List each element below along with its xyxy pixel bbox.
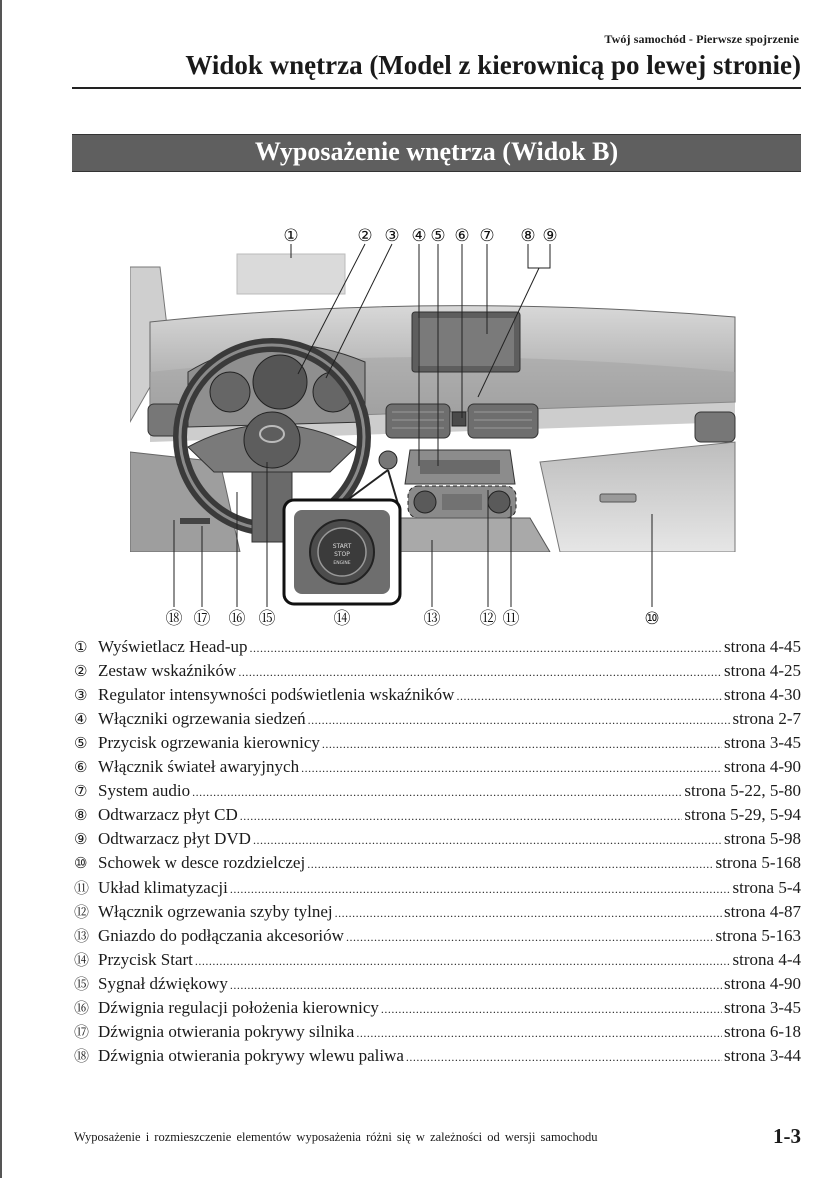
item-label: Wyświetlacz Head-up: [98, 637, 248, 656]
item-number: ⑭: [74, 951, 90, 969]
list-item: [74, 637, 801, 661]
item-label: Odtwarzacz płyt DVD: [98, 829, 251, 848]
item-label: Włącznik ogrzewania szyby tylnej: [98, 902, 333, 921]
section-header: [72, 134, 801, 172]
callout-14: ⑭: [333, 609, 351, 629]
callout-4: ④: [411, 226, 427, 246]
item-page-ref: strona 2-7: [732, 709, 801, 728]
list-item: [74, 781, 801, 805]
list-item: [74, 805, 801, 829]
item-page-ref: strona 3-45: [724, 733, 801, 752]
item-page-ref: strona 4-90: [724, 974, 801, 993]
item-page-ref: strona 5-29, 5-94: [684, 805, 801, 824]
item-label: Włącznik świateł awaryjnych: [98, 757, 300, 776]
engine-label: ENGINE: [333, 561, 351, 566]
item-number: ⑧: [74, 806, 88, 824]
list-item: [74, 829, 801, 853]
item-page-ref: strona 5-98: [724, 829, 801, 848]
item-number: ④: [74, 710, 88, 728]
list-item: [74, 901, 801, 925]
callout-5: ⑤: [430, 226, 446, 246]
item-label: Układ klimatyzacji: [98, 878, 228, 897]
item-label: Przycisk Start: [98, 950, 193, 969]
list-item: [74, 997, 801, 1021]
leader-dots: [346, 930, 714, 945]
callout-8: ⑧: [520, 226, 536, 246]
callout-7: ⑦: [479, 226, 495, 246]
item-label: Dźwignia otwierania pokrywy silnika: [98, 1022, 355, 1041]
interior-illustration: [130, 222, 745, 632]
list-item: [74, 661, 801, 685]
item-page-ref: strona 5-22, 5-80: [684, 781, 801, 800]
list-item: [74, 685, 801, 709]
legend-list: [74, 637, 801, 1069]
item-page-ref: strona 4-30: [724, 685, 801, 704]
list-item: [74, 973, 801, 997]
breadcrumb: Twój samochód - Pierwsze spojrzenie: [604, 32, 799, 46]
list-item: [74, 877, 801, 901]
page-title: Widok wnętrza (Model z kierownicą po lewej stronie): [185, 50, 801, 80]
leader-dots: [356, 1026, 722, 1041]
item-number: ⑤: [74, 734, 88, 752]
dashboard-scene: [130, 267, 735, 552]
item-label: Gniazdo do podłączania akcesoriów: [98, 926, 344, 945]
leader-dots: [381, 1002, 722, 1017]
item-label: Sygnał dźwiękowy: [98, 974, 228, 993]
callout-11: ⑪: [502, 609, 520, 629]
item-number: ⑯: [74, 999, 90, 1017]
callout-9: ⑨: [542, 226, 558, 246]
callout-6: ⑥: [454, 226, 470, 246]
item-number: ⑱: [74, 1047, 90, 1065]
list-item: [74, 1021, 801, 1045]
callout-18: ⑱: [165, 609, 183, 629]
item-page-ref: strona 4-45: [724, 637, 801, 656]
item-number: ⑫: [74, 903, 90, 921]
item-number: ⑪: [74, 879, 90, 897]
item-page-ref: strona 3-44: [724, 1046, 801, 1065]
page-binding-edge: [0, 0, 2, 1178]
leader-dots: [230, 978, 722, 993]
item-number: ⑥: [74, 758, 88, 776]
leader-dots: [250, 641, 722, 656]
item-label: Schowek w desce rozdzielczej: [98, 853, 306, 872]
leader-dots: [301, 761, 722, 776]
item-label: Odtwarzacz płyt CD: [98, 805, 238, 824]
leader-dots: [240, 809, 683, 824]
leader-dots: [253, 833, 722, 848]
item-number: ⑰: [74, 1023, 90, 1041]
head-up-display-panel: [237, 254, 345, 294]
page-number: 1-3: [773, 1124, 801, 1148]
leader-dots: [308, 713, 731, 728]
item-page-ref: strona 6-18: [724, 1022, 801, 1041]
list-item: [74, 757, 801, 781]
callout-3: ③: [384, 226, 400, 246]
leader-dots: [238, 665, 722, 680]
item-page-ref: strona 4-87: [724, 902, 801, 921]
section-title: Wyposażenie wnętrza (Widok B): [254, 137, 619, 166]
leader-dots: [230, 882, 731, 897]
item-number: ③: [74, 686, 88, 704]
list-item: [74, 733, 801, 757]
item-label: Przycisk ogrzewania kierownicy: [98, 733, 320, 752]
item-page-ref: strona 4-4: [732, 950, 801, 969]
item-page-ref: strona 4-90: [724, 757, 801, 776]
leader-dots: [456, 689, 722, 704]
item-label: Dźwignia regulacji położenia kierownicy: [98, 998, 379, 1017]
item-label: Włączniki ogrzewania siedzeń: [98, 709, 306, 728]
leader-dots: [335, 906, 722, 921]
callout-1: ①: [283, 226, 299, 246]
list-item: [74, 1045, 801, 1069]
leader-dots: [307, 857, 713, 872]
callout-13: ⑬: [423, 609, 441, 629]
item-page-ref: strona 5-168: [715, 853, 801, 872]
start-label: START: [332, 543, 352, 550]
item-number: ⑮: [74, 975, 90, 993]
leader-dots: [322, 737, 722, 752]
callout-16: ⑯: [228, 609, 246, 629]
leader-dots: [195, 954, 731, 969]
title-divider: [72, 87, 801, 89]
item-number: ②: [74, 662, 88, 680]
item-page-ref: strona 5-163: [715, 926, 801, 945]
item-label: System audio: [98, 781, 191, 800]
list-item: [74, 709, 801, 733]
item-number: ①: [74, 638, 88, 656]
item-page-ref: strona 4-25: [724, 661, 801, 680]
item-label: Dźwignia otwierania pokrywy wlewu paliwa: [98, 1046, 404, 1065]
item-page-ref: strona 3-45: [724, 998, 801, 1017]
item-page-ref: strona 5-4: [732, 878, 801, 897]
list-item: [74, 853, 801, 877]
footer-note: Wyposażenie i rozmieszczenie elementów wyposażenia różni się w zależności od wersji samochodu: [74, 1130, 598, 1144]
leader-dots: [192, 785, 682, 800]
callout-12: ⑫: [479, 609, 497, 629]
item-number: ⑨: [74, 830, 88, 848]
list-item: [74, 949, 801, 973]
item-label: Regulator intensywności podświetlenia wskaźników: [98, 685, 455, 704]
leader-dots: [406, 1050, 722, 1065]
callout-2: ②: [357, 226, 373, 246]
callout-17: ⑰: [193, 609, 211, 629]
item-label: Zestaw wskaźników: [98, 661, 237, 680]
callout-15: ⑮: [258, 609, 276, 629]
list-item: [74, 925, 801, 949]
item-number: ⑦: [74, 782, 88, 800]
item-number: ⑩: [74, 854, 88, 872]
callout-10: ⑩: [644, 609, 660, 629]
stop-label: STOP: [334, 551, 350, 558]
item-number: ⑬: [74, 927, 90, 945]
